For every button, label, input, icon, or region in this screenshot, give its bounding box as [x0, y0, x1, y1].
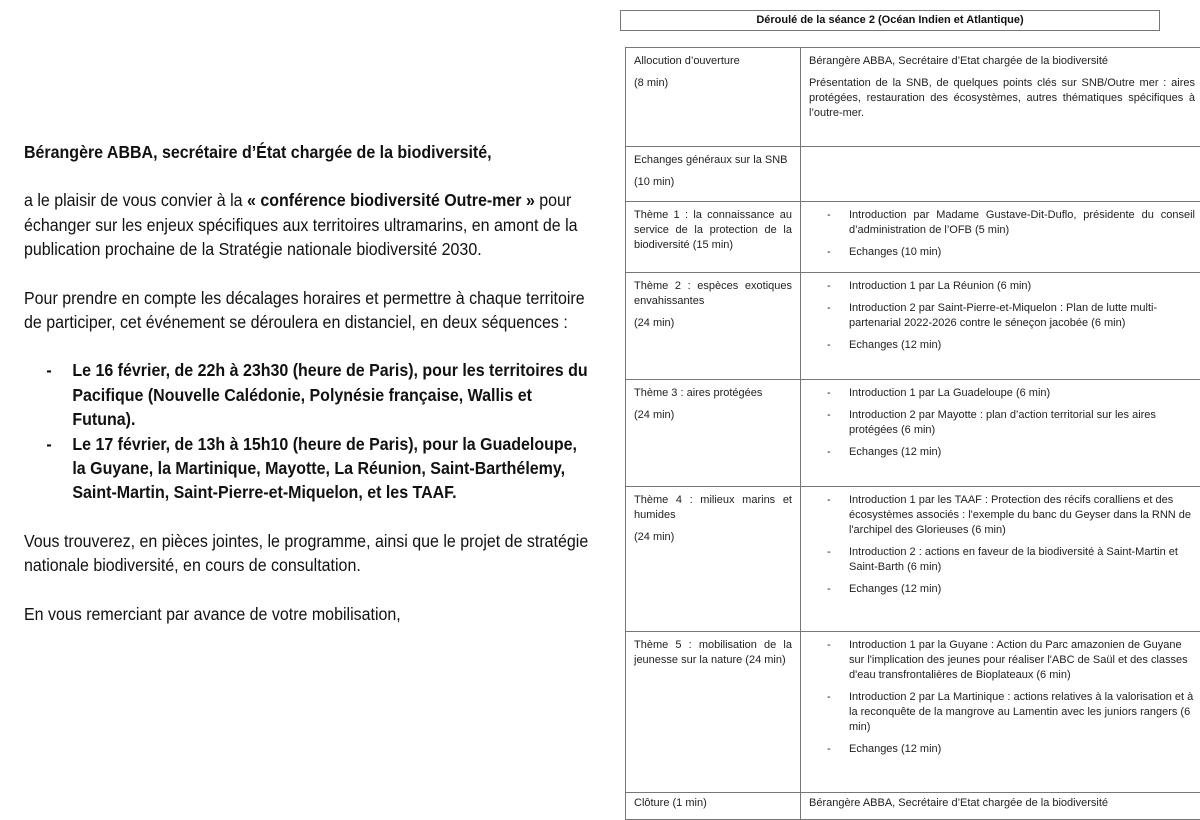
- agenda-item: - Introduction 2 par Mayotte : plan d’action territorial sur les aires protégées (6 min): [809, 408, 1195, 438]
- agenda-item: - Introduction 2 par Saint-Pierre-et-Miquelon : Plan de lutte multi-partenarial 2022-2026 contre le séneçon jacobée (6 min): [809, 301, 1195, 331]
- program-session-cell: [626, 487, 801, 632]
- letter-closing: En vous remerciant par avance de votre mobilisation,: [24, 602, 593, 626]
- program-row: [626, 632, 1200, 793]
- session-duration: (24 min): [634, 316, 792, 331]
- session-duration: (24 min): [634, 530, 792, 545]
- program-detail-cell: [801, 147, 1200, 202]
- program-session-cell: [626, 48, 801, 147]
- program-session-cell: [626, 793, 801, 820]
- session-list: [24, 358, 593, 504]
- session-duration: (24 min): [634, 408, 792, 423]
- program-detail-cell: [801, 632, 1200, 793]
- agenda-item: - Introduction 2 : actions en faveur de la biodiversité à Saint-Martin et Saint-Barth (6 min): [809, 545, 1195, 575]
- session-agenda-list: [809, 386, 1195, 460]
- agenda-item: - Echanges (12 min): [809, 445, 1195, 460]
- session-title: Thème 2 : espèces exotiques envahissantes: [634, 279, 792, 309]
- agenda-item: - Introduction 1 par les TAAF : Protection des récifs coralliens et des écosystèmes associés : l'exemple du banc du Geyser dans la RNN de l'archipel des Glorieuses (6 min): [809, 493, 1195, 538]
- program-session-cell: [626, 202, 801, 273]
- session-detail: Présentation de la SNB, de quelques points clés sur SNB/Outre mer : aires protégées, restauration des écosystèmes, autres thématiques spécifiques à l’outre-mer.: [809, 76, 1195, 121]
- program-row: [626, 48, 1200, 147]
- letter-paragraph-attachments: Vous trouverez, en pièces jointes, le programme, ainsi que le projet de stratégie nationale biodiversité, en cours de consultation.: [24, 529, 593, 578]
- session-detail: Bérangère ABBA, Secrétaire d’Etat chargée de la biodiversité: [809, 796, 1195, 811]
- agenda-item: - Introduction par Madame Gustave-Dit-Duflo, présidente du conseil d’administration de l’OFB (5 min): [809, 208, 1195, 238]
- program-detail-cell: [801, 793, 1200, 820]
- program-session-cell: [626, 273, 801, 380]
- agenda-item: - Echanges (12 min): [809, 742, 1195, 757]
- letter-paragraph-invitation: a le plaisir de vous convier à la « conférence biodiversité Outre-mer » pour échanger sur les enjeux spécifiques aux territoires ultramarins, en amont de la publication prochaine de la Stratégie nationale biodiversité 2030.: [24, 188, 593, 261]
- agenda-item: - Introduction 1 par la Guyane : Action du Parc amazonien de Guyane sur l'implication des jeunes pour réaliser l'ABC de Saül et des classes d'eau transfrontalières de Bioplateaux (6 min): [809, 638, 1195, 683]
- program-detail-cell: [801, 487, 1200, 632]
- agenda-item: - Introduction 2 par La Martinique : actions relatives à la valorisation et à la reconquête de la mangrove au Lamentin avec les juniors rangers (6 min): [809, 690, 1195, 735]
- program-row: [626, 793, 1200, 820]
- agenda-item: - Introduction 1 par La Guadeloupe (6 min): [809, 386, 1195, 401]
- conference-name: « conférence biodiversité Outre-mer »: [247, 190, 535, 210]
- session-item: - Le 16 février, de 22h à 23h30 (heure de Paris), pour les territoires du Pacifique (Nouvelle Calédonie, Polynésie française, Wallis et Futuna).: [24, 358, 593, 431]
- program-row: [626, 147, 1200, 202]
- session-agenda-list: [809, 279, 1195, 353]
- program-detail-cell: [801, 380, 1200, 487]
- agenda-item: - Introduction 1 par La Réunion (6 min): [809, 279, 1195, 294]
- program-session-cell: [626, 147, 801, 202]
- session-item: - Le 17 février, de 13h à 15h10 (heure de Paris), pour la Guadeloupe, la Guyane, la Martinique, Mayotte, La Réunion, Saint-Barthélemy, Saint-Martin, Saint-Pierre-et-Miquelon, et les TAAF.: [24, 432, 593, 505]
- program-detail-cell: [801, 273, 1200, 380]
- program-session-cell: [626, 380, 801, 487]
- session-title: Allocution d’ouverture: [634, 54, 792, 69]
- session-duration: (10 min): [634, 175, 792, 190]
- session-title: Thème 3 : aires protégées: [634, 386, 792, 401]
- program-header: Déroulé de la séance 2 (Océan Indien et Atlantique): [620, 10, 1160, 31]
- session-title: Clôture (1 min): [634, 796, 792, 811]
- agenda-item: - Echanges (12 min): [809, 338, 1195, 353]
- session-title: Thème 5 : mobilisation de la jeunesse sur la nature (24 min): [634, 638, 792, 668]
- session-title: Thème 1 : la connaissance au service de la protection de la biodiversité (15 min): [634, 208, 792, 253]
- program-table: [625, 47, 1200, 820]
- session-agenda-list: [809, 208, 1195, 260]
- agenda-item: - Echanges (12 min): [809, 582, 1195, 597]
- session-agenda-list: [809, 493, 1195, 597]
- letter-paragraph-schedule: Pour prendre en compte les décalages horaires et permettre à chaque territoire de participer, cet événement se déroulera en distanciel, en deux séquences :: [24, 286, 593, 335]
- program-row: [626, 487, 1200, 632]
- program-session-cell: [626, 632, 801, 793]
- letter-title: Bérangère ABBA, secrétaire d’État chargée de la biodiversité,: [24, 140, 593, 164]
- program-row: [626, 202, 1200, 273]
- program-row: [626, 380, 1200, 487]
- session-title: Echanges généraux sur la SNB: [634, 153, 792, 168]
- session-agenda-list: [809, 638, 1195, 757]
- program-detail-cell: [801, 202, 1200, 273]
- program-row: [626, 273, 1200, 380]
- agenda-item: - Echanges (10 min): [809, 245, 1195, 260]
- session-detail: Bérangère ABBA, Secrétaire d’Etat chargée de la biodiversité: [809, 54, 1195, 69]
- session-title: Thème 4 : milieux marins et humides: [634, 493, 792, 523]
- invitation-letter: [24, 140, 593, 626]
- program-detail-cell: [801, 48, 1200, 147]
- session-duration: (8 min): [634, 76, 792, 91]
